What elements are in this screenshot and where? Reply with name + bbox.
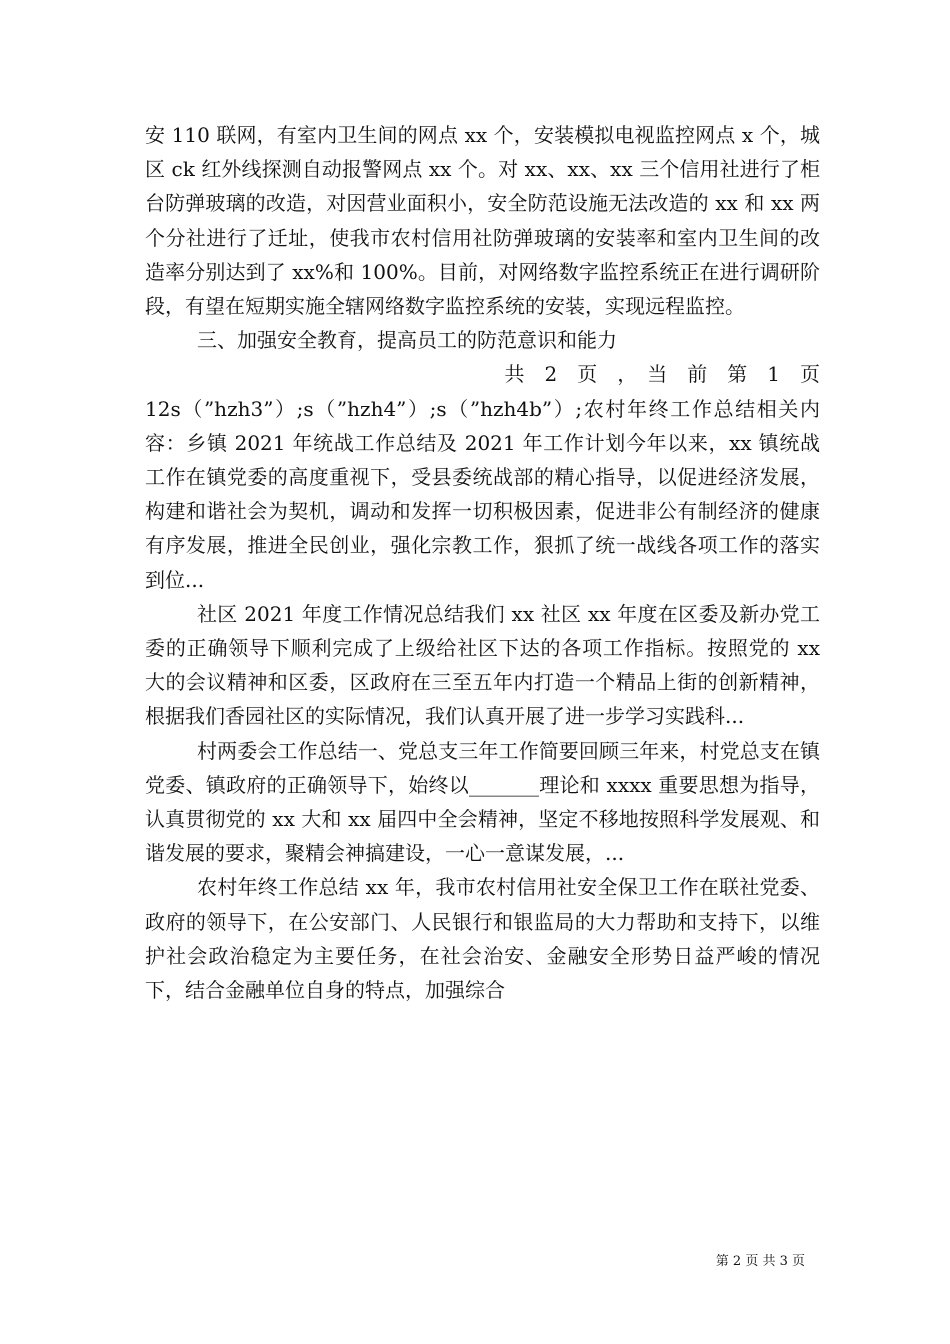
paragraph-village-committee-summary: 村两委会工作总结一、党总支三年工作简要回顾三年来，村党总支在镇党委、镇政府的正确领导下，始终以_______理论和 xxxx 重要思想为指导，认真贯彻党的 xx 大和 xx 届四中全会精神，坚定不移地按照科学发展观、和谐发展的要求，聚精会神搞建设，一心一意谋发展，...	[145, 738, 820, 866]
paragraph-security-facilities: 安 110 联网，有室内卫生间的网点 xx 个，安装模拟电视监控网点 x 个，城区 ck 红外线探测自动报警网点 xx 个。对 xx、xx、xx 三个信用社进行了柜台防弹玻璃的改造，对因营业面积小，安全防范设施无法改造的 xx 和 xx 两个分社进行了迁址，使我市农村信用社防弹玻璃的安装率和室内卫生间的改造率分别达到了 xx%和 100%。目前，对网络数字监控系统正在进行调研阶段，有望在短期实施全辖网络数字监控系统的安装，实现远程监控。	[145, 123, 820, 319]
section-heading-safety-education: 三、加强安全教育，提高员工的防范意识和能力	[197, 328, 617, 353]
inline-page-info: 共 2 页 ， 当 前 第 1 页	[504, 362, 820, 387]
paragraph-rural-year-end-summary: 农村年终工作总结 xx 年，我市农村信用社安全保卫工作在联社党委、政府的领导下，在公安部门、人民银行和银监局的大力帮助和支持下，以维护社会政治稳定为主要任务，在社会治安、金融安全形势日益严峻的情况下，结合金融单位自身的特点，加强综合	[145, 875, 820, 1003]
paragraph-community-summary: 社区 2021 年度工作情况总结我们 xx 社区 xx 年度在区委及新办党工委的正确领导下顺利完成了上级给社区下达的各项工作指标。按照党的 xx 大的会议精神和区委，区政府在三至五年内打造一个精品上街的创新精神，根据我们香园社区的实际情况，我们认真开展了进一步学习实践科...	[145, 601, 820, 729]
document-body	[145, 118, 820, 1007]
paragraph-united-front-summary: 12s（”hzh3”）;s（”hzh4”）;s（”hzh4b”）;农村年终工作总结相关内容：乡镇 2021 年统战工作总结及 2021 年工作计划今年以来，xx 镇统战工作在镇党委的高度重视下，受县委统战部的精心指导，以促进经济发展，构建和谐社会为契机，调动和发挥一切积极因素，促进非公有制经济的健康有序发展，推进全民创业，强化宗教工作，狠抓了统一战线各项工作的落实到位...	[145, 396, 820, 592]
page-footer: 第 2 页 共 3 页	[715, 1254, 805, 1269]
